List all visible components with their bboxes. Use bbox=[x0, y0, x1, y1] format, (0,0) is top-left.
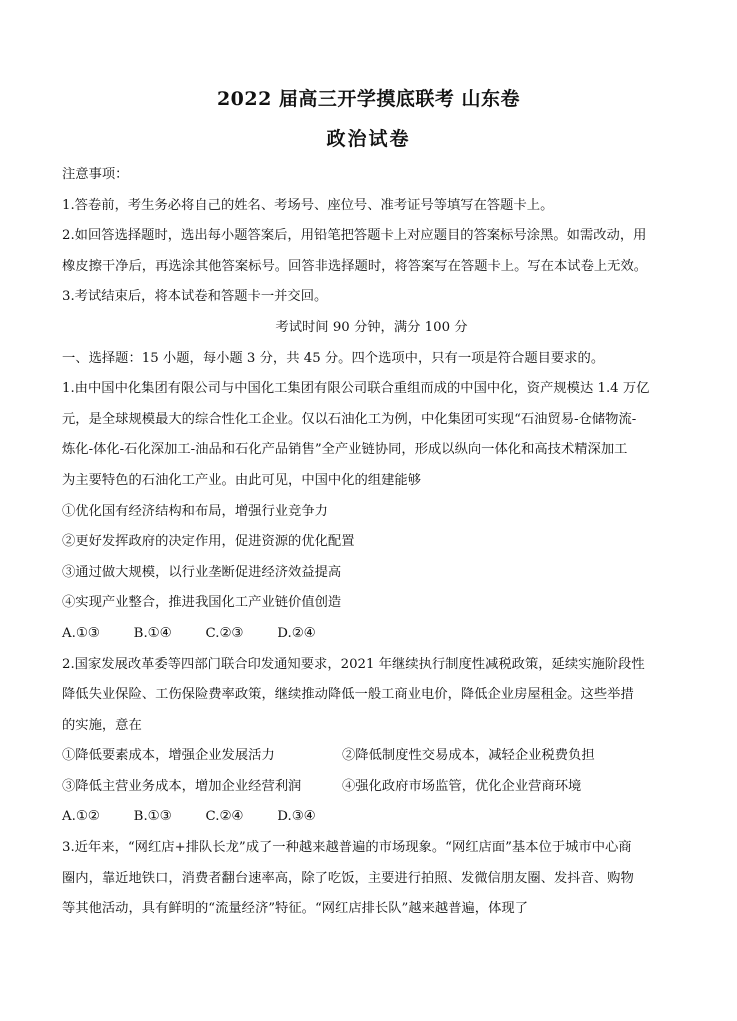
question-text-line: 2.国家发展改革委等四部门联合印发通知要求，2021 年继续执行制度性减税政策，延续实施阶段性 bbox=[62, 656, 645, 672]
question-text-line: 的实施，意在 bbox=[62, 717, 142, 733]
statement: ④强化政府市场监管，优化企业营商环境 bbox=[342, 778, 582, 794]
statement: ②降低制度性交易成本，减轻企业税费负担 bbox=[342, 748, 595, 764]
option-a: A.①② bbox=[62, 809, 100, 825]
option-b: B.①④ bbox=[133, 625, 172, 641]
statement: ①优化国有经济结构和布局，增强行业竞争力 bbox=[62, 503, 328, 519]
notice-item: 橡皮擦干净后，再选涂其他答案标号。回答非选择题时，将答案写在答题卡上。写在本试卷上无效。 bbox=[62, 258, 648, 274]
option-d: D.②④ bbox=[277, 625, 316, 641]
question-text-line: 1.由中国中化集团有限公司与中国化工集团有限公司联合重组而成的中国中化，资产规模达 1.4 万亿 bbox=[62, 381, 650, 397]
notice-item: 1.答卷前，考生务必将自己的姓名、考场号、座位号、准考证号等填写在答题卡上。 bbox=[62, 197, 554, 213]
exam-body bbox=[62, 160, 681, 925]
statement: ②更好发挥政府的决定作用，促进资源的优化配置 bbox=[62, 534, 355, 550]
option-c: C.②④ bbox=[205, 809, 244, 825]
statement: ③通过做大规模，以行业垄断促进经济效益提高 bbox=[62, 564, 342, 580]
question-2 bbox=[62, 650, 681, 834]
exam-time-info: 考试时间 90 分钟，满分 100 分 bbox=[275, 319, 468, 335]
question-text-line: 炼化-体化-石化深加工-油品和石化产品销售”全产业链协同，形成以纵向一体化和高技术精深加工 bbox=[62, 442, 628, 458]
exam-subtitle: 政治试卷 bbox=[326, 128, 411, 150]
question-text-line: 等其他活动，具有鲜明的“流量经济”特征。“网红店排长队”越来越普遍，体现了 bbox=[62, 901, 528, 917]
question-text-line: 为主要特色的石油化工产业。由此可见，中国中化的组建能够 bbox=[62, 472, 422, 488]
notice-item: 2.如回答选择题时，选出每小题答案后，用铅笔把答题卡上对应题目的答案标号涂黑。如需改动，用 bbox=[62, 228, 647, 244]
question-1 bbox=[62, 374, 681, 649]
statement: ③降低主营业务成本，增加企业经营利润 bbox=[62, 778, 302, 794]
answer-options bbox=[62, 802, 681, 833]
option-d: D.③④ bbox=[277, 809, 316, 825]
option-b: B.①③ bbox=[133, 809, 172, 825]
statement: ④实现产业整合，推进我国化工产业链价值创造 bbox=[62, 595, 342, 611]
question-text-line: 3.近年来，“网红店+排队长龙”成了一种越来越普遍的市场现象。“网红店面”基本位于城市中心商 bbox=[62, 840, 632, 856]
option-c: C.②③ bbox=[205, 625, 244, 641]
question-text-line: 降低失业保险、工伤保险费率政策，继续推动降低一般工商业电价，降低企业房屋租金。这些举措 bbox=[62, 687, 634, 703]
statement-row bbox=[62, 772, 681, 803]
statement-row bbox=[62, 741, 681, 772]
option-a: A.①③ bbox=[62, 625, 100, 641]
answer-options bbox=[62, 619, 681, 650]
section-heading: 一、选择题：15 小题，每小题 3 分，共 45 分。四个选项中，只有一项是符合题目要求的。 bbox=[62, 350, 605, 366]
notice-item: 3.考试结束后，将本试卷和答题卡一并交回。 bbox=[62, 289, 328, 305]
statement: ①降低要素成本，增强企业发展活力 bbox=[62, 748, 275, 764]
question-text-line: 圈内，靠近地铁口，消费者翻台速率高，除了吃饭，主要进行拍照、发微信朋友圈、发抖音、购物 bbox=[62, 870, 634, 886]
question-text-line: 元，是全球规模最大的综合性化工企业。仅以石油化工为例，中化集团可实现“石油贸易-仓储物流- bbox=[62, 411, 637, 427]
exam-title: 2022 届高三开学摸底联考 山东卷 bbox=[216, 88, 521, 110]
notice-heading: 注意事项： bbox=[62, 167, 129, 182]
question-3 bbox=[62, 833, 681, 925]
